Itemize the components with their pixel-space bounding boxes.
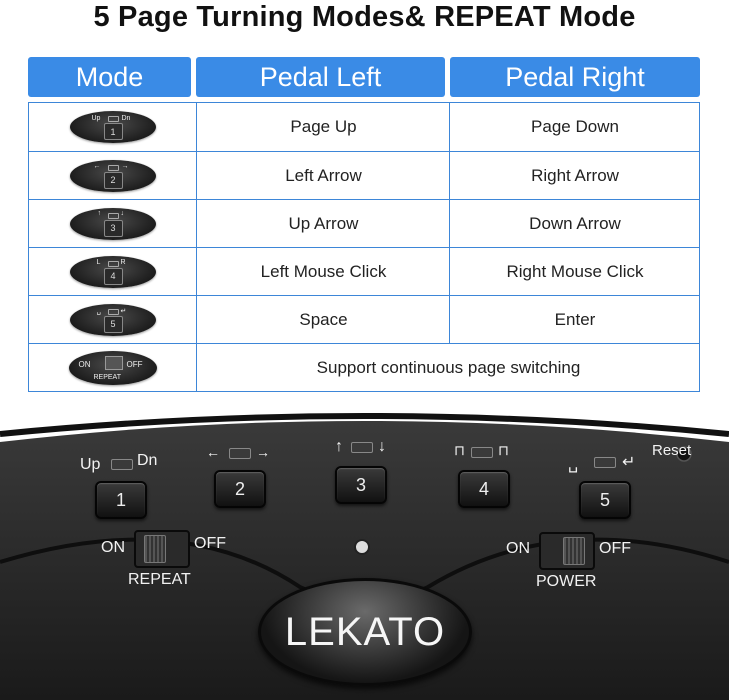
power-off-label: OFF — [599, 540, 631, 557]
reset-label: Reset — [652, 442, 692, 459]
mode-selector-icon — [70, 304, 156, 336]
mode-cell — [29, 296, 196, 343]
pedal-right-cell: Page Down — [449, 103, 700, 151]
led-icon — [351, 442, 373, 453]
repeat-on-label: ON — [101, 539, 125, 556]
pedal-left-cell: Up Arrow — [196, 200, 450, 247]
logo-text: LEKATO — [284, 609, 446, 654]
table-row — [29, 103, 699, 151]
reset-button[interactable] — [677, 447, 691, 461]
power-switch[interactable] — [539, 532, 595, 570]
left-arrow-icon: ← — [206, 444, 220, 460]
mode-cell — [29, 103, 196, 151]
repeat-off-label: OFF — [126, 359, 143, 369]
led-icon — [594, 457, 616, 468]
table-row-repeat — [29, 343, 699, 391]
table-row — [29, 247, 699, 295]
mode-label-right: Dn — [121, 115, 131, 122]
pedal-right-cell: Enter — [449, 296, 700, 343]
mode-label-right: ↓ — [120, 209, 124, 217]
power-on-label: ON — [506, 540, 530, 557]
table-row — [29, 199, 699, 247]
mode-key-5[interactable]: 5 — [579, 481, 631, 519]
mode-label-left: Up — [91, 115, 101, 122]
mode-selector-icon — [70, 208, 156, 240]
enter-icon: ↵ — [622, 454, 636, 471]
up-label: Up — [80, 456, 101, 473]
up-arrow-icon: ↑ — [335, 438, 343, 455]
pedal-right-cell: Down Arrow — [449, 200, 700, 247]
mode-cell — [29, 152, 196, 199]
mode-selector-icon — [70, 256, 156, 288]
switch-icon — [105, 356, 123, 370]
mouse-right-icon: ⊓ — [498, 442, 509, 458]
led-icon — [108, 116, 119, 122]
pedal-left-cell: Page Up — [196, 103, 450, 151]
mode-key-3[interactable]: 3 — [335, 466, 387, 504]
mode-key-1[interactable]: 1 — [95, 481, 147, 519]
table-row — [29, 151, 699, 199]
mode-cell — [29, 200, 196, 247]
mouse-right-icon: R — [120, 258, 126, 266]
space-icon: ␣ — [96, 307, 101, 315]
header-pedal-right: Pedal Right — [450, 57, 700, 97]
dn-label: Dn — [137, 452, 158, 469]
mouse-left-icon: L — [96, 258, 101, 266]
switch-knob — [144, 535, 166, 563]
mode-cell — [29, 248, 196, 295]
led-icon — [229, 448, 251, 459]
mode-key-2[interactable]: 2 — [214, 470, 266, 508]
repeat-label: REPEAT — [93, 373, 121, 381]
down-arrow-icon: ↓ — [378, 438, 386, 455]
lekato-logo — [258, 578, 472, 686]
repeat-on-label: ON — [78, 359, 91, 369]
switch-knob — [563, 537, 585, 565]
repeat-description-cell: Support continuous page switching — [196, 344, 700, 391]
mode-key: 2 — [104, 172, 123, 189]
pedal-left-cell: Left Arrow — [196, 152, 450, 199]
repeat-off-label: OFF — [194, 535, 226, 552]
mode-key: 4 — [104, 268, 123, 285]
header-pedal-left: Pedal Left — [196, 57, 445, 97]
mode-key-4[interactable]: 4 — [458, 470, 510, 508]
led-icon — [108, 165, 119, 171]
header-mode: Mode — [28, 57, 191, 97]
mode-selector-icon — [70, 111, 156, 143]
pedal-left-cell: Left Mouse Click — [196, 248, 450, 295]
led-icon — [471, 447, 493, 458]
mode-cell — [29, 344, 196, 391]
mode-table — [28, 102, 700, 392]
mode-key: 5 — [104, 316, 123, 333]
repeat-switch[interactable] — [134, 530, 190, 568]
led-icon — [108, 309, 119, 315]
pedal-right-cell: Right Mouse Click — [449, 248, 700, 295]
led-icon — [108, 213, 119, 219]
enter-icon: ↵ — [120, 307, 127, 315]
right-arrow-icon: → — [256, 444, 270, 460]
led-icon — [108, 261, 119, 267]
page-title: 5 Page Turning Modes& REPEAT Mode — [93, 1, 636, 33]
space-icon: ␣ — [568, 456, 579, 473]
repeat-switch-icon — [69, 351, 157, 385]
mode-label-left: ↑ — [97, 209, 101, 217]
mouse-left-icon: ⊓ — [454, 442, 465, 458]
repeat-label: REPEAT — [128, 571, 191, 588]
pedal-right-cell: Right Arrow — [449, 152, 700, 199]
mode-label-left: ← — [93, 162, 101, 170]
power-label: POWER — [536, 573, 597, 590]
led-icon — [111, 459, 133, 470]
mode-key: 1 — [104, 123, 123, 140]
mode-selector-icon — [70, 160, 156, 192]
table-row — [29, 295, 699, 343]
mode-key: 3 — [104, 220, 123, 237]
mode-label-right: → — [121, 162, 129, 170]
pedal-left-cell: Space — [196, 296, 450, 343]
